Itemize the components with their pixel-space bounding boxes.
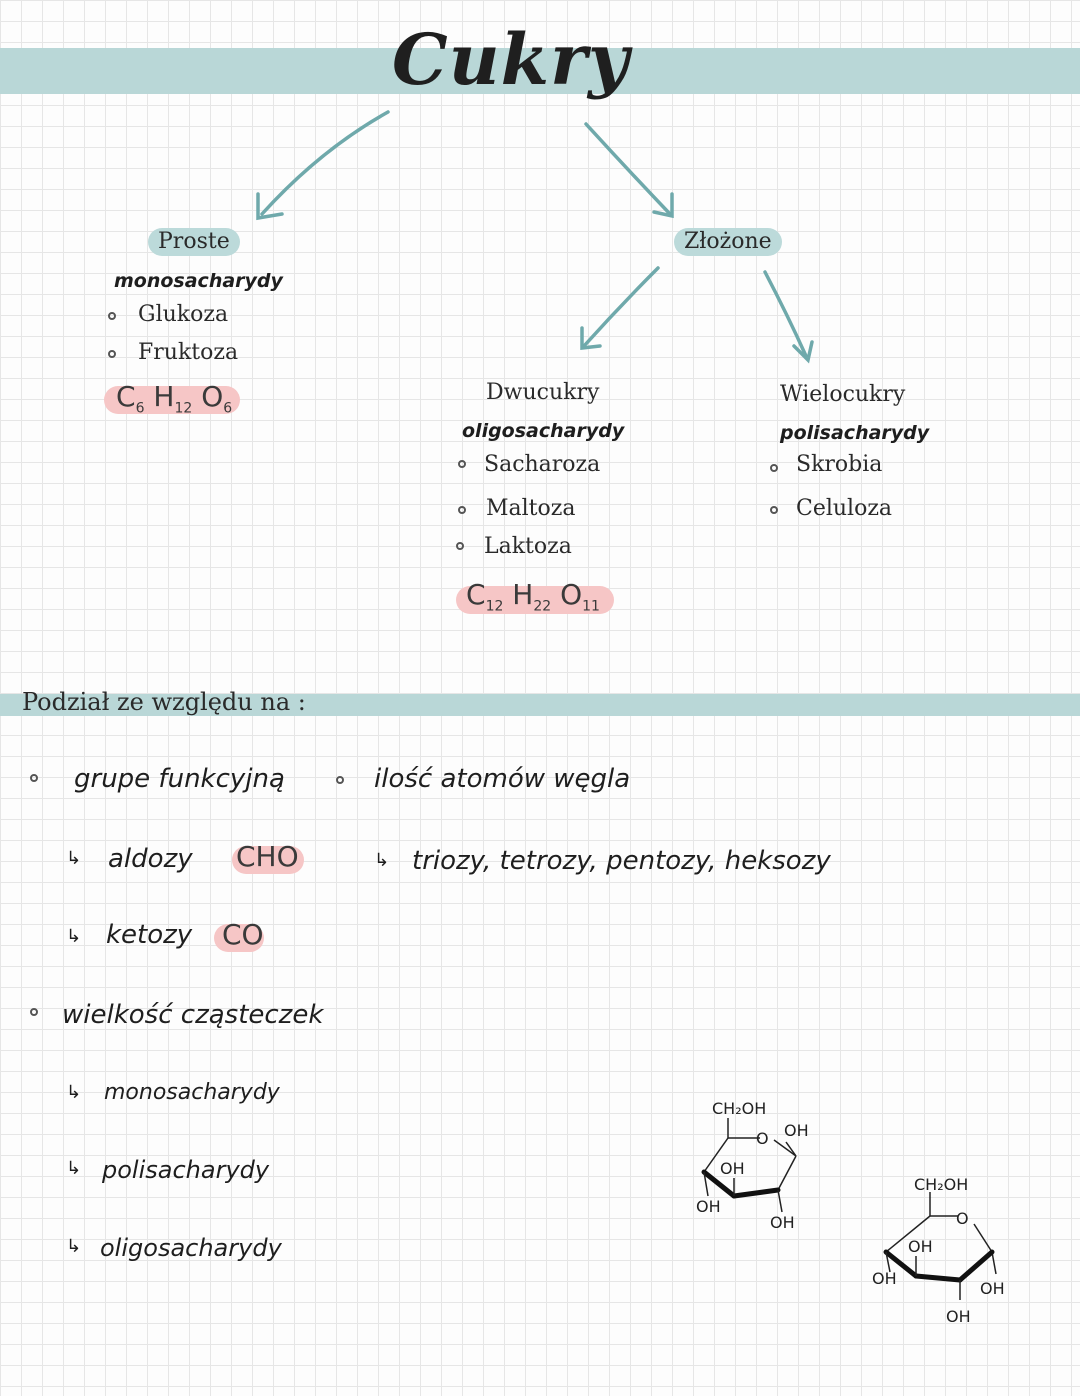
size-monosacharydy: monosacharydy bbox=[104, 1080, 280, 1105]
item-celuloza: Celuloza bbox=[796, 496, 893, 521]
item-laktoza: Laktoza bbox=[484, 534, 572, 559]
oh-label: OH bbox=[908, 1237, 933, 1256]
ring-oxygen: O bbox=[756, 1129, 769, 1148]
section-header: Podział ze względu na : bbox=[22, 688, 306, 716]
label-proste: Proste bbox=[148, 228, 240, 256]
subtitle-oligosacharydy: oligosacharydy bbox=[462, 420, 625, 442]
bullet bbox=[30, 774, 38, 782]
oh-label: OH bbox=[720, 1159, 745, 1178]
arrow-glyph: ↳ bbox=[66, 1082, 82, 1103]
item-maltoza: Maltoza bbox=[486, 496, 576, 521]
carbon-types: triozy, tetrozy, pentozy, heksozy bbox=[412, 846, 831, 876]
ch2oh-label: CH₂OH bbox=[914, 1175, 969, 1194]
bullet bbox=[456, 542, 464, 550]
bullet bbox=[108, 350, 116, 358]
bullet bbox=[458, 460, 466, 468]
oh-label: OH bbox=[696, 1197, 721, 1216]
title-molecule-size: wielkość cząsteczek bbox=[62, 1000, 324, 1030]
label-aldozy: aldozy bbox=[108, 844, 193, 874]
oh-label: OH bbox=[770, 1213, 795, 1230]
subtitle-polisacharydy: polisacharydy bbox=[780, 422, 930, 444]
bullet bbox=[30, 1008, 38, 1016]
label-ketozy: ketozy bbox=[106, 920, 193, 950]
subtitle-monosacharydy: monosacharydy bbox=[114, 270, 283, 292]
arrow-glyph: ↳ bbox=[66, 1158, 82, 1179]
bullet bbox=[770, 506, 778, 514]
oh-label: OH bbox=[872, 1269, 897, 1288]
glucose-structure-2 bbox=[868, 1166, 1028, 1326]
bullet bbox=[336, 776, 344, 784]
oh-label: OH bbox=[784, 1121, 809, 1140]
bullet bbox=[770, 464, 778, 472]
size-oligosacharydy: oligosacharydy bbox=[100, 1234, 282, 1262]
group-co: CO bbox=[222, 918, 264, 951]
arrow-glyph: ↳ bbox=[66, 926, 82, 947]
item-fruktoza: Fruktoza bbox=[138, 340, 239, 365]
group-cho: CHO bbox=[236, 840, 299, 873]
arrow-glyph: ↳ bbox=[66, 848, 82, 869]
bullet bbox=[458, 506, 466, 514]
size-polisacharydy: polisacharydy bbox=[102, 1156, 270, 1184]
arrow-to-proste bbox=[262, 112, 388, 214]
ch2oh-label: CH₂OH bbox=[712, 1099, 767, 1118]
arrow-to-dwucukry bbox=[584, 268, 658, 346]
oh-label: OH bbox=[946, 1307, 971, 1326]
oh-label: OH bbox=[980, 1279, 1005, 1298]
title-functional-group: grupe funkcyjną bbox=[74, 764, 285, 794]
item-sacharoza: Sacharoza bbox=[484, 452, 601, 477]
arrow-to-wielocukry bbox=[765, 272, 806, 356]
formula-disaccharide: $C_{12}$ $H_{22}$ $O_{11}$ bbox=[466, 578, 600, 615]
label-zlozone: Złożone bbox=[674, 228, 782, 256]
ring-oxygen: O bbox=[956, 1209, 969, 1228]
item-skrobia: Skrobia bbox=[796, 452, 883, 477]
bullet bbox=[108, 312, 116, 320]
item-glukoza: Glukoza bbox=[138, 302, 229, 327]
page-title: Cukry bbox=[392, 18, 630, 101]
arrow-glyph: ↳ bbox=[66, 1236, 82, 1257]
arrow-to-zlozone bbox=[586, 124, 670, 214]
formula-monosaccharide: $C_6$ $H_{12}$ $O_6$ bbox=[116, 380, 233, 417]
glucose-structure-1 bbox=[690, 1090, 830, 1230]
title-carbon-count: ilość atomów węgla bbox=[374, 764, 631, 794]
title-dwucukry: Dwucukry bbox=[486, 380, 600, 405]
arrow-glyph: ↳ bbox=[374, 850, 390, 871]
title-wielocukry: Wielocukry bbox=[780, 382, 906, 407]
